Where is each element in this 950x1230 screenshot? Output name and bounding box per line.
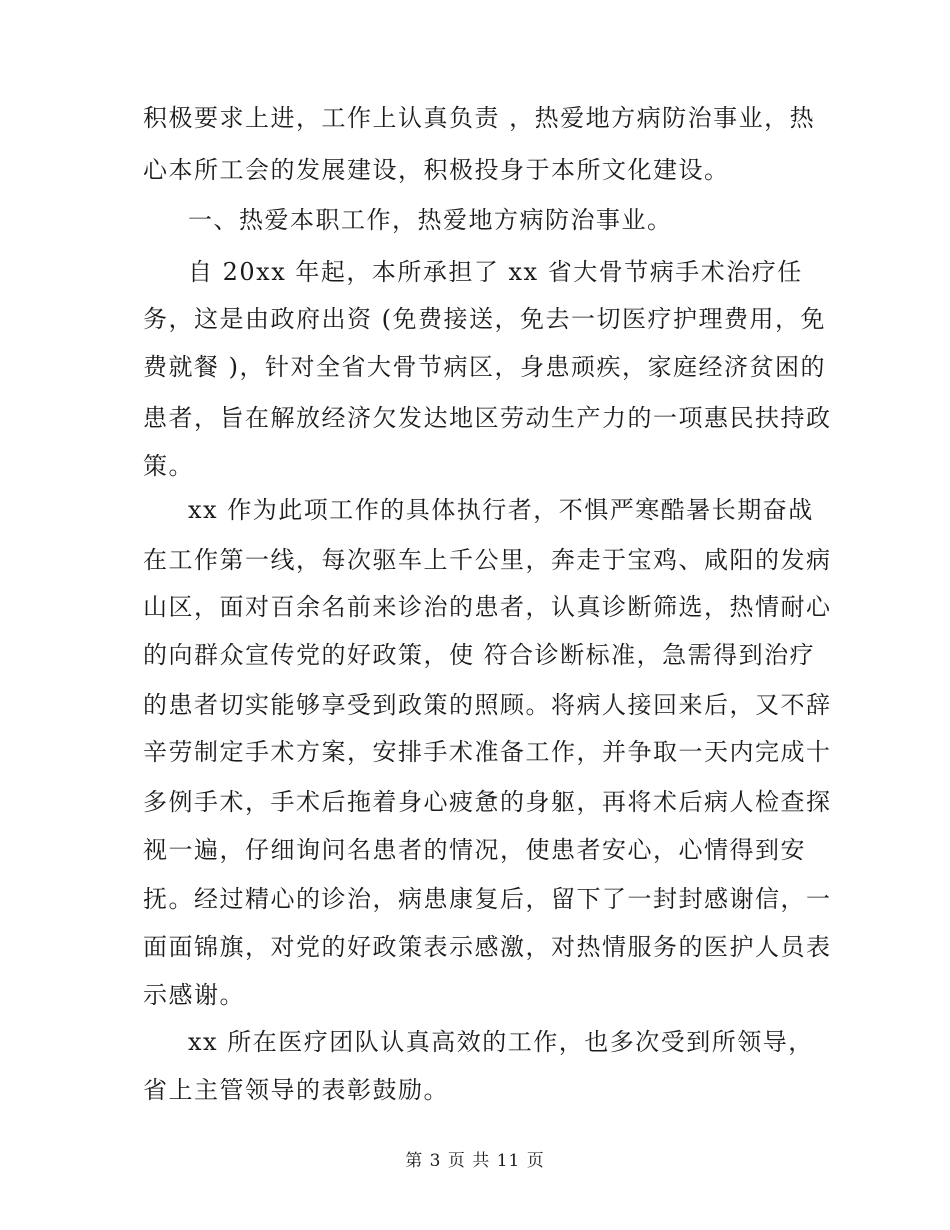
text-line: 的向群众宣传党的好政策，使 符合诊断标准，急需得到治疗 [143, 641, 816, 669]
text-line: 山区，面对百余名前来诊治的患者，认真诊断筛选，热情耐心 [143, 593, 832, 621]
text-line: 在工作第一线，每次驱车上千公里，奔走于宝鸡、咸阳的发病 [143, 546, 832, 574]
text-line: xx 作为此项工作的具体执行者，不惧严寒酷暑长期奋战 [188, 496, 814, 524]
page-number-footer: 第 3 页 共 11 页 [405, 1151, 545, 1171]
text-line: 费就餐 )，针对全省大骨节病区，身患顽疾，家庭经济贫困的 [143, 353, 826, 381]
section-heading: 一、热爱本职工作，热爱地方病防治事业。 [188, 206, 673, 234]
text-line: 心本所工会的发展建设，积极投身于本所文化建设。 [143, 156, 730, 184]
text-line: 抚。经过精心的诊治，病患康复后，留下了一封封感谢信，一 [143, 885, 832, 913]
text-line: 积极要求上进，工作上认真负责 ，热爱地方病防治事业，热 [143, 104, 816, 132]
text-line: 辛劳制定手术方案，安排手术准备工作，并争取一天内完成十 [143, 738, 832, 766]
text-line: xx 所在医疗团队认真高效的工作，也多次受到所领导， [188, 1028, 814, 1056]
text-line: 示感谢。 [143, 981, 245, 1009]
text-line: 自 20xx 年起，本所承担了 xx 省大骨节病手术治疗任 [188, 258, 803, 286]
text-line: 面面锦旗，对党的好政策表示感激，对热情服务的医护人员表 [143, 933, 832, 961]
text-line: 策。 [143, 452, 194, 480]
text-line: 患者，旨在解放经济欠发达地区劳动生产力的一项惠民扶持政 [143, 404, 832, 432]
text-line: 的患者切实能够享受到政策的照顾。将病人接回来后，又不辞 [143, 691, 832, 719]
text-line: 务，这是由政府出资 (免费接送，免去一切医疗护理费用，免 [143, 305, 826, 333]
text-line: 多例手术，手术后拖着身心疲惫的身躯，再将术后病人检查探 [143, 788, 832, 816]
text-line: 省上主管领导的表彰鼓励。 [143, 1076, 449, 1104]
text-line: 视一遍，仔细询问名患者的情况，使患者安心，心情得到安 [143, 836, 806, 864]
